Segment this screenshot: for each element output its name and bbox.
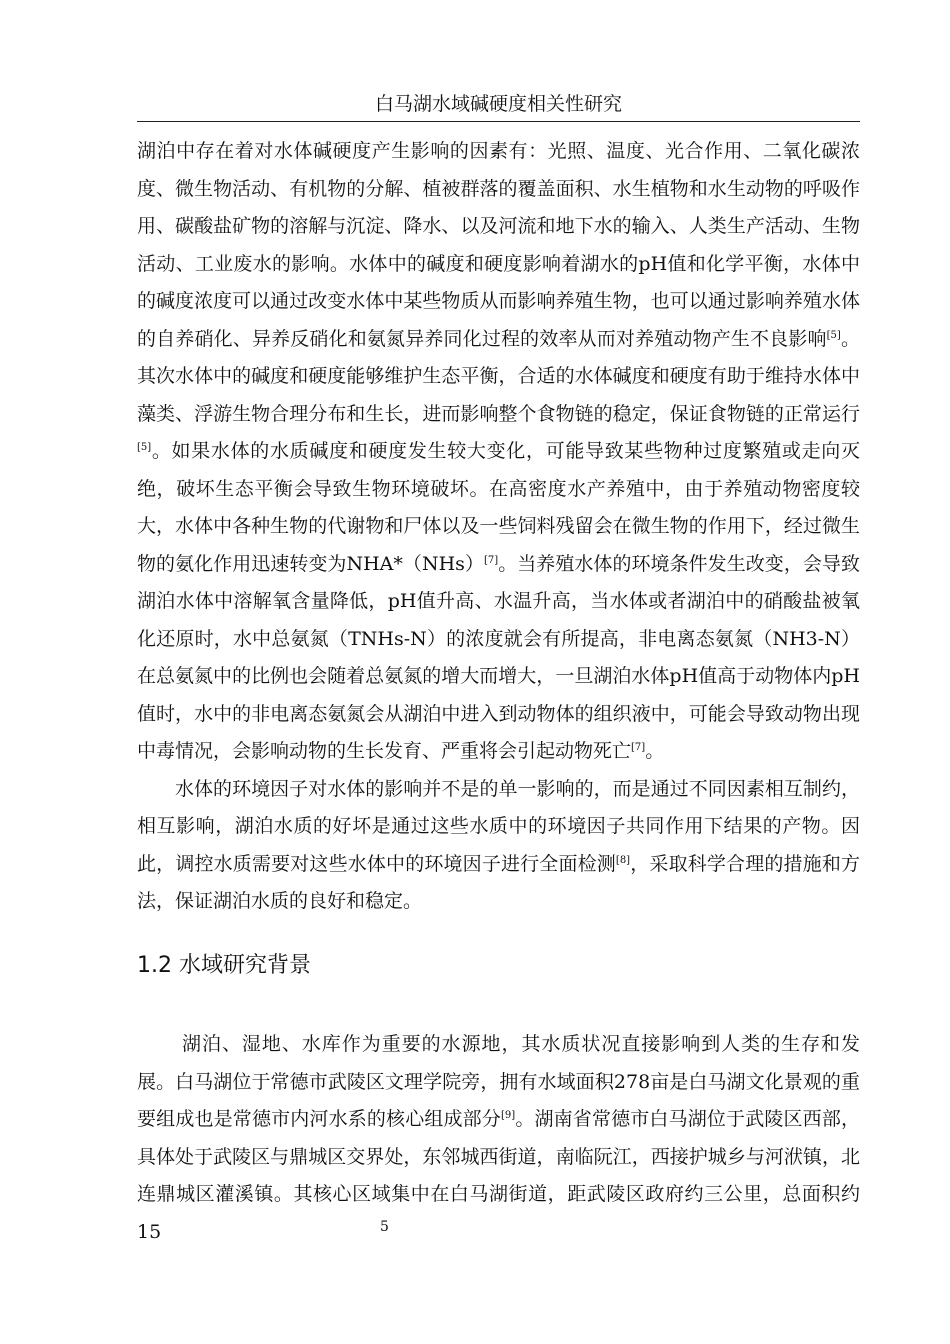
- running-header: 白马湖水域碱硬度相关性研究: [374, 93, 622, 115]
- citation: [7]: [631, 742, 646, 753]
- citation: [5]: [826, 329, 841, 341]
- paragraph-environment: [137, 771, 860, 921]
- paragraph-text: 湖泊中存在着对水体碱硬度产生影响的因素有：光照、温度、光合作用、二氧化碳浓度、微生物活动、有机物的分解、植被群落的覆盖面积、水生植物和水生动物的呼吸作用、碳酸盐矿物的溶解与沉淀、降水、以及河流和地下水的输入、人类生产活动、生物活动、工业废水的影响。水体中的碱度和硬度影响着湖水的pH值和化学平衡，水体中的碱度浓度可以通过改变水体中某些物质从而影响养殖生物，也可以通过影响养殖水体的自养硝化、异养反硝化和氨氮异养同化过程的效率从而对养殖动物产生不良影响: [137, 140, 860, 350]
- paragraph-text: 水体的环境因子对水体的影响并不是的单一影响的，而是通过不同因素相互制约，相互影响，湖泊水质的好坏是通过这些水质中的环境因子共同作用下结果的产物。因此，调控水质需要对这些水体中的环境因子进行全面检测: [137, 777, 860, 875]
- paragraph-text: 。: [645, 740, 665, 762]
- paragraph-text: ，采取科学合理的措施和方法，保证湖泊水质的良好和稳定。: [137, 852, 860, 912]
- page-number: 5: [380, 1219, 389, 1235]
- citation: [7]: [484, 554, 499, 566]
- citation: [5]: [137, 442, 152, 453]
- citation: [8]: [615, 854, 631, 866]
- paragraph-text: 。湖南省常德市白马湖位于武陵区西部，具体处于武陵区与鼎城区交界处，东邻城西街道，南临阮江，西接护城乡与河洑镇，北连鼎城区灌溪镇。其核心区域集中在白马湖街道，距武陵区政府约三公里，总面积约15: [137, 1108, 860, 1243]
- citation: [9]: [500, 1110, 516, 1121]
- paragraph-text: 湖泊、湿地、水库作为重要的水源地，其水质状况直接影响到人类的生存和发展。白马湖位于常德市武陵区文理学院旁，拥有水域面积278亩是白马湖文化景观的重要组成也是常德市内河水系的核心组成部分: [137, 1033, 860, 1130]
- paragraph-text: 。如果水体的水质碱度和硬度发生较大变化，可能导致某些物种过度繁殖或走向灭绝，破坏生态平衡会导致生物环境破坏。在高密度水产养殖中，由于养殖动物密度较大，水体中各种生物的代谢物和尸体以及一些饲料残留会在微生物的作用下，经过微生物的氨化作用迅速转变为NHA*（NHs）: [137, 440, 860, 575]
- paragraph-text: 。其次水体中的碱度和硬度能够维护生态平衡，合适的水体碱度和硬度有助于维持水体中藻类、浮游生物合理分布和生长，进而影响整个食物链的稳定，保证食物链的正常运行: [137, 327, 860, 425]
- paragraph-factors: [137, 133, 860, 771]
- body-block-upper: [137, 133, 860, 921]
- header-divider: [137, 121, 860, 122]
- paragraph-text: 。当养殖水体的环境条件发生改变，会导致湖泊水体中溶解氧含量降低，pH值升高、水温升高，当水体或者湖泊中的硝酸盐被氧化还原时，水中总氨氮（TNHs-N）的浓度就会有所提高，非电离态氨氮（NH3-N）在总氨氮中的比例也会随着总氨氮的增大而增大，一旦湖泊水体pH值高于动物体内pH值时，水中的非电离态氨氮会从湖泊中进入到动物体的组织液中，可能会导致动物出现中毒情况，会影响动物的生长发育、严重将会引起动物死亡: [137, 552, 860, 762]
- paragraph-background: [137, 1026, 860, 1251]
- section-heading: 1.2 水域研究背景: [137, 953, 311, 978]
- body-block-lower: [137, 1026, 860, 1251]
